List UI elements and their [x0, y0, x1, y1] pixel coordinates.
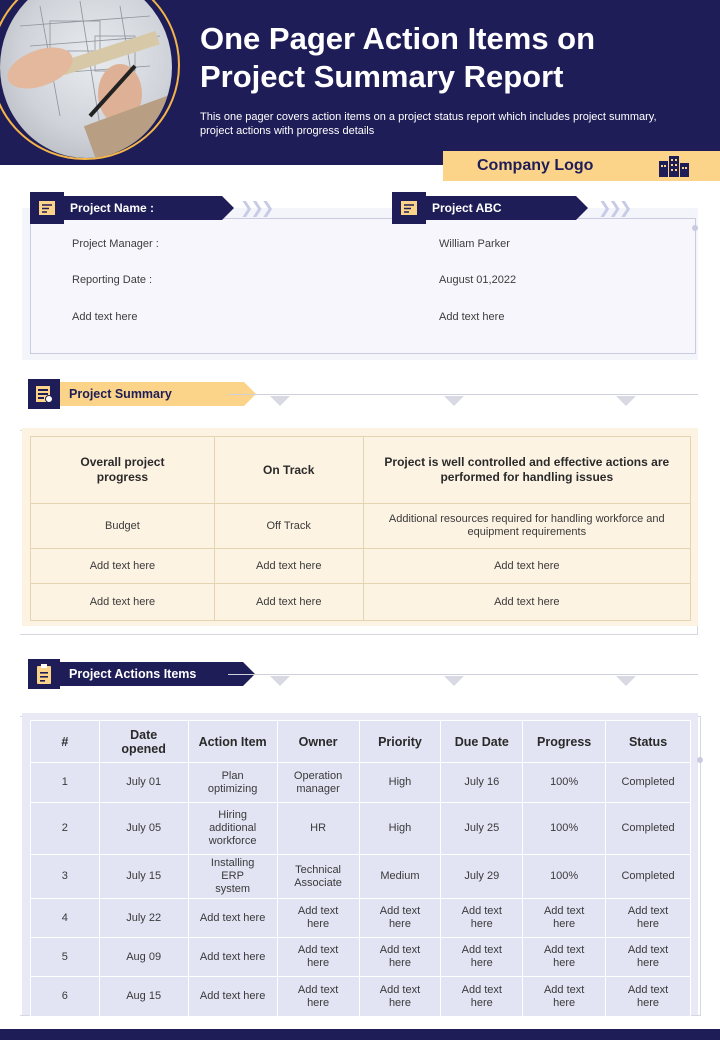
table-cell: Hiring additional workforce: [188, 803, 277, 855]
project-name-tab: [30, 196, 222, 220]
summary-header-cell: On Track: [214, 437, 363, 504]
table-cell: 100%: [523, 763, 606, 803]
actions-header-row: [31, 721, 691, 763]
table-row: [31, 803, 691, 855]
down-arrow-icon: [270, 396, 290, 406]
summary-cell: Add text here: [214, 584, 363, 621]
header-banner: [0, 0, 720, 165]
down-arrow-icon: [616, 396, 636, 406]
project-actions-title: Project Actions Items: [60, 662, 243, 686]
reporting-date-value: August 01,2022: [439, 274, 517, 286]
down-arrow-icon: [444, 396, 464, 406]
page-title: One Pager Action Items on Project Summary Report: [200, 21, 596, 94]
summary-cell: Add text here: [214, 549, 363, 584]
summary-cell: Budget: [31, 504, 215, 549]
table-cell: Technical Associate: [277, 855, 359, 899]
table-cell: 100%: [523, 803, 606, 855]
summary-cell: Additional resources required for handling workforce and equipment requirements: [363, 504, 690, 549]
clipboard-icon: [28, 659, 60, 689]
table-row: [31, 763, 691, 803]
divider-line: [228, 674, 698, 675]
company-logo-text: Company Logo: [477, 157, 594, 174]
page-subtitle: This one pager covers action items on a project status report which includes project summary, project actions with progress details: [200, 111, 657, 137]
summary-header-row: [31, 437, 691, 504]
table-cell: July 29: [441, 855, 523, 899]
column-header: Due Date: [441, 721, 523, 763]
table-cell: Add text here: [277, 938, 359, 977]
summary-cell: Add text here: [363, 549, 690, 584]
project-abc-tab: [392, 196, 576, 220]
table-cell: Aug 15: [99, 977, 188, 1017]
table-cell: Add text here: [188, 977, 277, 1017]
document-icon: [30, 192, 64, 224]
table-cell: Add text here: [359, 938, 441, 977]
table-cell: Add text here: [441, 938, 523, 977]
footer-bar: [0, 1029, 720, 1040]
table-cell: 100%: [523, 855, 606, 899]
table-cell: Add text here: [359, 899, 441, 938]
info-placeholder-label: Add text here: [72, 311, 138, 323]
table-cell: Medium: [359, 855, 441, 899]
summary-row: [31, 584, 691, 621]
table-cell: Add text here: [523, 938, 606, 977]
project-abc-label: Project ABC: [392, 196, 576, 220]
table-cell: Add text here: [359, 977, 441, 1017]
table-cell: Add text here: [188, 938, 277, 977]
summary-cell: Off Track: [214, 504, 363, 549]
table-row: [31, 977, 691, 1017]
summary-table: [30, 436, 691, 621]
table-cell: July 15: [99, 855, 188, 899]
project-name-label: Project Name :: [30, 196, 222, 220]
column-header: Status: [606, 721, 691, 763]
table-cell: 4: [31, 899, 100, 938]
table-cell: July 01: [99, 763, 188, 803]
document-icon: [392, 192, 426, 224]
summary-cell: Add text here: [31, 584, 215, 621]
table-row: [31, 899, 691, 938]
down-arrow-icon: [270, 676, 290, 686]
summary-header-cell: Project is well controlled and effective actions are performed for handling issues: [363, 437, 690, 504]
table-cell: Completed: [606, 803, 691, 855]
project-manager-label: Project Manager :: [72, 238, 159, 250]
table-cell: Completed: [606, 855, 691, 899]
table-cell: Add text here: [277, 899, 359, 938]
column-header: Date opened: [99, 721, 188, 763]
table-row: [31, 855, 691, 899]
table-cell: July 25: [441, 803, 523, 855]
chevrons-icon: ❯❯❯: [240, 200, 272, 217]
column-header: Progress: [523, 721, 606, 763]
building-icon: [658, 155, 690, 182]
table-cell: Installing ERP system: [188, 855, 277, 899]
table-cell: 3: [31, 855, 100, 899]
table-cell: Plan optimizing: [188, 763, 277, 803]
column-header: Owner: [277, 721, 359, 763]
divider-line: [228, 394, 698, 395]
connector-dot: [697, 757, 703, 763]
table-cell: Add text here: [277, 977, 359, 1017]
table-cell: 6: [31, 977, 100, 1017]
table-cell: Completed: [606, 763, 691, 803]
table-cell: HR: [277, 803, 359, 855]
down-arrow-icon: [444, 676, 464, 686]
table-cell: Add text here: [523, 899, 606, 938]
table-cell: Add text here: [441, 899, 523, 938]
table-cell: Add text here: [523, 977, 606, 1017]
table-row: [31, 938, 691, 977]
actions-table: [30, 720, 691, 1017]
column-header: Priority: [359, 721, 441, 763]
table-cell: Add text here: [606, 938, 691, 977]
table-cell: Add text here: [606, 977, 691, 1017]
reporting-date-label: Reporting Date :: [72, 274, 153, 286]
table-cell: Aug 09: [99, 938, 188, 977]
summary-row: [31, 549, 691, 584]
chevrons-icon: ❯❯❯: [598, 200, 630, 217]
table-cell: Add text here: [606, 899, 691, 938]
table-cell: July 05: [99, 803, 188, 855]
summary-row: [31, 504, 691, 549]
project-summary-title: Project Summary: [60, 382, 244, 406]
table-cell: July 22: [99, 899, 188, 938]
connector-dot: [692, 225, 698, 231]
table-cell: 1: [31, 763, 100, 803]
down-arrow-icon: [616, 676, 636, 686]
info-placeholder-value: Add text here: [439, 311, 505, 323]
summary-cell: Add text here: [31, 549, 215, 584]
table-cell: High: [359, 763, 441, 803]
project-manager-value: William Parker: [439, 238, 510, 250]
table-cell: 2: [31, 803, 100, 855]
table-cell: Add text here: [441, 977, 523, 1017]
table-cell: High: [359, 803, 441, 855]
table-cell: July 16: [441, 763, 523, 803]
company-logo-box: [443, 151, 720, 181]
report-icon: [28, 379, 60, 409]
column-header: #: [31, 721, 100, 763]
column-header: Action Item: [188, 721, 277, 763]
summary-cell: Add text here: [363, 584, 690, 621]
table-cell: Add text here: [188, 899, 277, 938]
table-cell: Operation manager: [277, 763, 359, 803]
summary-header-cell: Overall project progress: [31, 437, 215, 504]
table-cell: 5: [31, 938, 100, 977]
